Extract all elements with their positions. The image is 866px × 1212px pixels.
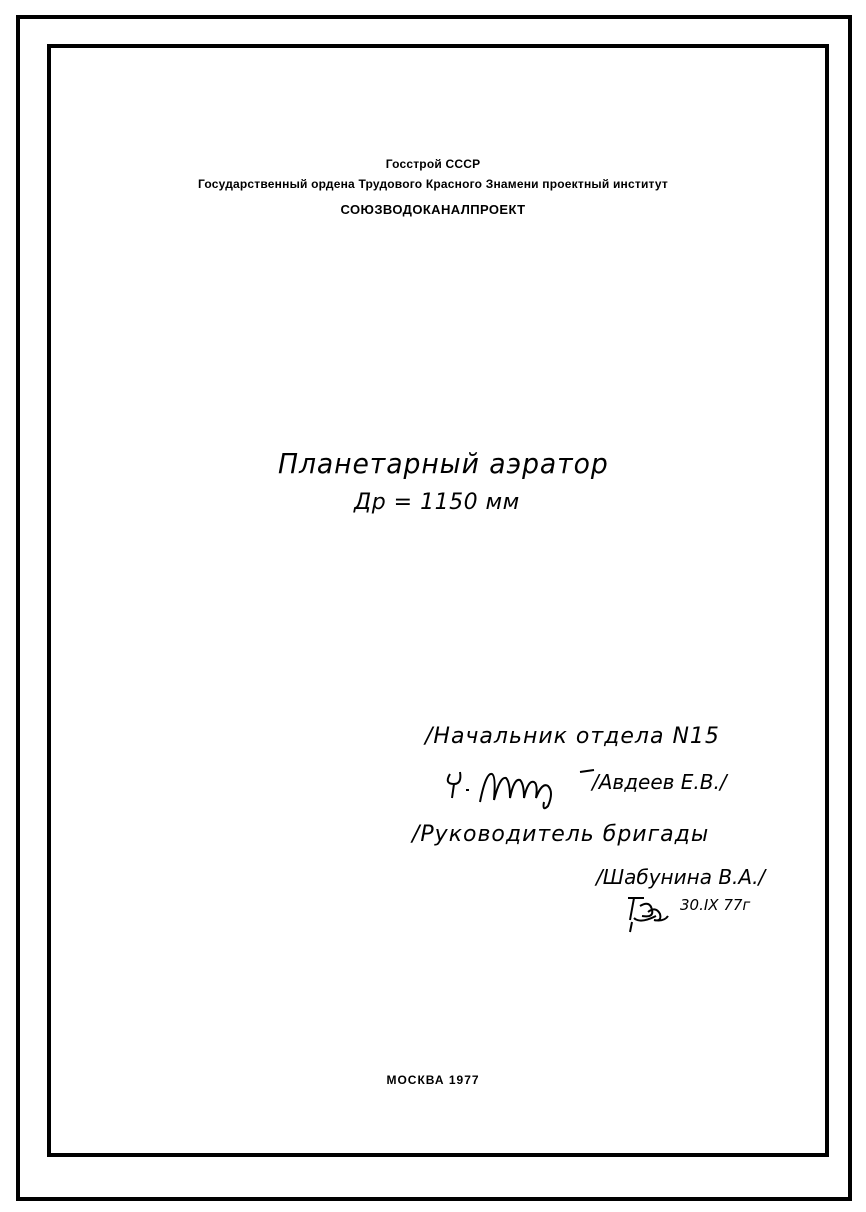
head-of-brigade-label: /Руководитель бригады [412, 822, 710, 847]
signature-head [440, 762, 600, 812]
head-of-department-name: /Авдеев Е.В./ [592, 770, 727, 794]
header-ministry: Госстрой СССР [385, 157, 481, 171]
signing-date: 30.IX 77г [680, 896, 751, 914]
header-institute: Государственный ордена Трудового Красного Знамени проектный институт [197, 177, 668, 191]
city-year: МОСКВА 1977 [386, 1073, 480, 1087]
document-subtitle: Др = 1150 мм [354, 490, 520, 515]
head-of-department-label: /Начальник отдела N15 [425, 724, 720, 749]
signature-brigade [624, 892, 676, 936]
header-organization: СОЮЗВОДОКАНАЛПРОЕКТ [340, 202, 526, 217]
head-of-brigade-name: /Шабунина В.А./ [596, 865, 766, 889]
document-title: Планетарный аэратор [278, 447, 609, 480]
